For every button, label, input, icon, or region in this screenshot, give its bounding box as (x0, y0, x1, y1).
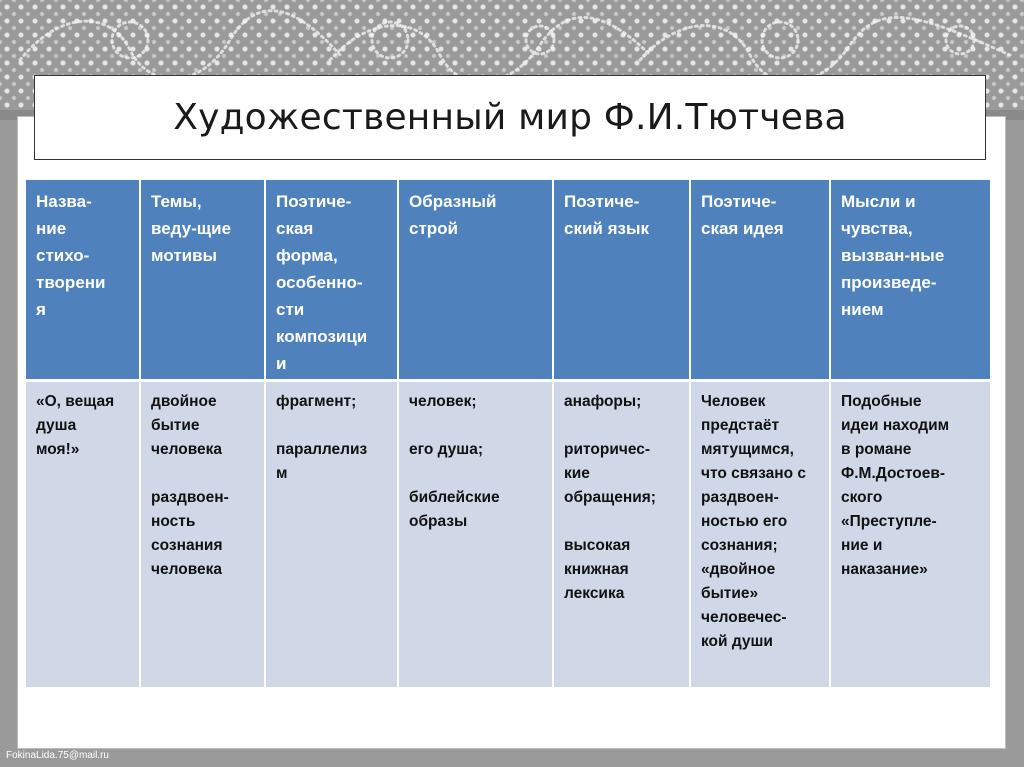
header-line: вызван-ные (841, 246, 945, 265)
header-line: Темы, (151, 192, 202, 211)
header-line: Назва- (36, 192, 92, 211)
cell-line: «О, вещая (36, 393, 115, 410)
cell-line: высокая (564, 537, 631, 554)
header-line: сти (276, 300, 305, 319)
cell-line: раздвоен- (701, 489, 779, 506)
header-line: ние (36, 219, 67, 238)
cell-line: мятущимся, (701, 441, 794, 458)
table-cell-5 (553, 381, 690, 687)
cell-line: анафоры; (564, 393, 642, 410)
cell-line: «двойное (701, 561, 776, 578)
cell-line: бытие (151, 417, 200, 434)
header-line: творени (36, 273, 106, 292)
header-line: я (36, 300, 46, 319)
poems-analysis-table (26, 180, 990, 687)
cell-line: что связано с (701, 465, 807, 482)
cell-line: идеи находим (841, 417, 950, 434)
cell-line: фрагмент; (276, 393, 357, 410)
table-cell-2 (140, 381, 265, 687)
paragraph-gap (564, 510, 683, 534)
cell-line: предстаёт (701, 417, 780, 434)
header-line: Образный (409, 192, 497, 211)
cell-line: моя!» (36, 441, 80, 458)
paragraph-gap (409, 414, 546, 438)
table-cell-7 (830, 381, 990, 687)
header-line: форма, (276, 246, 338, 265)
header-line: Мысли и (841, 192, 916, 211)
cell-line: человек; (409, 393, 477, 410)
header-line: Поэтиче- (701, 192, 777, 211)
table-cell-3 (265, 381, 398, 687)
cell-line: Подобные (841, 393, 922, 410)
header-line: веду-щие (151, 219, 232, 238)
column-header-4 (398, 180, 553, 381)
cell-line: двойное (151, 393, 217, 410)
table-header-row (26, 180, 990, 381)
column-header-1 (26, 180, 140, 381)
cell-line: ностью его (701, 513, 788, 530)
column-header-7 (830, 180, 990, 381)
cell-line: ского (841, 489, 883, 506)
cell-line: образы (409, 513, 468, 530)
cell-line: лексика (564, 585, 625, 602)
cell-line: библейские (409, 489, 500, 506)
table-row (26, 381, 990, 687)
header-line: композици (276, 327, 368, 346)
cell-line: ность (151, 513, 196, 530)
header-line: особенно- (276, 273, 363, 292)
column-header-3 (265, 180, 398, 381)
cell-line: в романе (841, 441, 912, 458)
cell-line: его душа; (409, 441, 483, 458)
title-box (34, 75, 986, 160)
paragraph-gap (151, 462, 258, 486)
table-cell-4 (398, 381, 553, 687)
cell-line: кой души (701, 633, 773, 650)
header-line: нием (841, 300, 884, 319)
cell-line: человека (151, 561, 223, 578)
footer-email: FokinaLida.75@mail.ru (6, 750, 109, 761)
cell-line: сознания (151, 537, 223, 554)
paragraph-gap (409, 462, 546, 486)
header-line: ская (276, 219, 314, 238)
cell-line: ние и (841, 537, 883, 554)
header-line: стихо- (36, 246, 90, 265)
header-line: мотивы (151, 246, 218, 265)
header-line: произведе- (841, 273, 937, 292)
cell-line: риторичес- (564, 441, 651, 458)
table-cell-1 (26, 381, 140, 687)
cell-line: человечес- (701, 609, 787, 626)
column-header-2 (140, 180, 265, 381)
table-cell-6 (690, 381, 830, 687)
cell-line: кие (564, 465, 590, 482)
header-line: Поэтиче- (276, 192, 352, 211)
cell-line: раздвоен- (151, 489, 229, 506)
header-line: и (276, 354, 287, 373)
column-header-6 (690, 180, 830, 381)
cell-line: человека (151, 441, 223, 458)
header-line: Поэтиче- (564, 192, 640, 211)
header-line: строй (409, 219, 458, 238)
cell-line: наказание» (841, 561, 928, 578)
cell-line: бытие» (701, 585, 759, 602)
cell-line: душа (36, 417, 77, 434)
cell-line: сознания; (701, 537, 778, 554)
header-line: ская идея (701, 219, 784, 238)
cell-line: м (276, 465, 288, 482)
cell-line: книжная (564, 561, 629, 578)
paragraph-gap (564, 414, 683, 438)
header-line: ский язык (564, 219, 649, 238)
cell-line: Ф.М.Достоев- (841, 465, 946, 482)
header-line: чувства, (841, 219, 913, 238)
cell-line: обращения; (564, 489, 656, 506)
paragraph-gap (276, 414, 391, 438)
cell-line: Человек (701, 393, 766, 410)
slide-title: Художественный мир Ф.И.Тютчева (173, 97, 847, 138)
column-header-5 (553, 180, 690, 381)
cell-line: параллелиз (276, 441, 368, 458)
cell-line: «Преступле- (841, 513, 937, 530)
